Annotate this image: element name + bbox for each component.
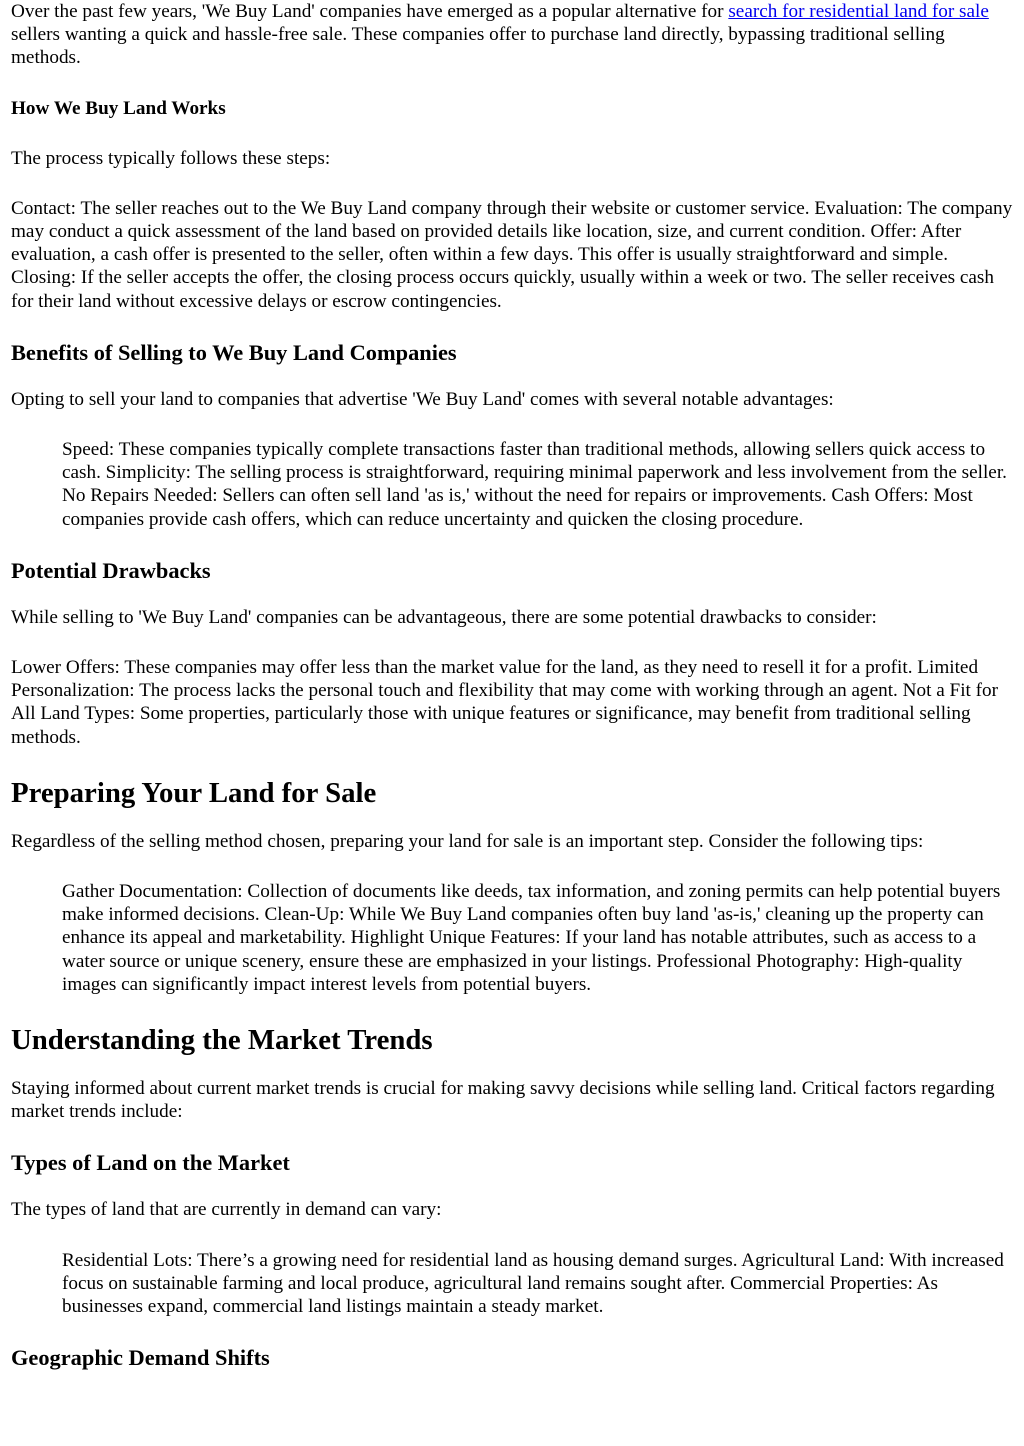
preparing-tips-list: Gather Documentation: Collection of documents like deeds, tax information, and zoning permits can help potential buyers make informed decisions. Clean-Up: While We Buy Land companies often buy land 'as-is,' cleaning up the property can enhance its appeal and marketability. Highlight Unique Features: If your land has notable attributes, such as access to a water source or unique scenery, ensure these are emphasized in your listings. Professional Photography: High-quality images can significantly impact interest levels from potential buyers. bbox=[62, 881, 1001, 995]
benefits-lead: Opting to sell your land to companies that advertise 'We Buy Land' comes with several notable advantages: bbox=[11, 388, 834, 410]
residential-land-link[interactable]: search for residential land for sale bbox=[728, 1, 989, 22]
how-it-works-lead: The process typically follows these steps: bbox=[11, 147, 331, 169]
how-it-works-body: Contact: The seller reaches out to the We Buy Land company through their website or customer service. Evaluation: The company may conduct a quick assessment of the land based on provided details like location, size, and current condition. Offer: After evaluation, a cash offer is presented to the seller, often within a few days. This offer is usually straightforward and simple. Closing: If the seller accepts the offer, the closing process occurs quickly, usually within a week or two. The seller receives cash for their land without excessive delays or escrow contingencies. bbox=[11, 197, 1013, 312]
market-heading: Understanding the Market Trends bbox=[11, 1024, 433, 1057]
land-types-lead: The types of land that are currently in demand can vary: bbox=[11, 1199, 442, 1221]
preparing-lead: Regardless of the selling method chosen, preparing your land for sale is an important step. Consider the following tips: bbox=[11, 830, 924, 852]
market-lead: Staying informed about current market trends is crucial for making savvy decisions while selling land. Critical factors regarding market trends include: bbox=[11, 1078, 995, 1123]
how-it-works-heading: How We Buy Land Works bbox=[11, 97, 226, 119]
geographic-heading: Geographic Demand Shifts bbox=[11, 1345, 270, 1371]
land-types-list: Residential Lots: There’s a growing need for residential land as housing demand surges. Agricultural Land: With increased focus on sustainable farming and local produce, agricultural land remains sought after. Commercial Properties: As businesses expand, commercial land listings maintain a steady market. bbox=[62, 1249, 1004, 1318]
intro-text-after-link: sellers wanting a quick and hassle-free sale. These companies offer to purchase land directly, bypassing traditional selling methods. bbox=[11, 24, 945, 69]
preparing-heading: Preparing Your Land for Sale bbox=[11, 776, 377, 809]
drawbacks-lead: While selling to 'We Buy Land' companies can be advantageous, there are some potential drawbacks to consider: bbox=[11, 606, 877, 628]
benefits-heading: Benefits of Selling to We Buy Land Companies bbox=[11, 339, 457, 365]
drawbacks-body: Lower Offers: These companies may offer less than the market value for the land, as they need to resell it for a profit. Limited Personalization: The process lacks the personal touch and flexibility that may come with working through an agent. Not a Fit for All Land Types: Some properties, particularly those with unique features or significance, may benefit from traditional selling methods. bbox=[11, 657, 999, 748]
intro-paragraph bbox=[11, 0, 1014, 70]
intro-text-before-link: Over the past few years, 'We Buy Land' companies have emerged as a popular alternative for bbox=[11, 1, 729, 22]
land-types-heading: Types of Land on the Market bbox=[11, 1150, 290, 1176]
benefits-list: Speed: These companies typically complete transactions faster than traditional methods, allowing sellers quick access to cash. Simplicity: The selling process is straightforward, requiring minimal paperwork and less involvement from the seller. No Repairs Needed: Sellers can often sell land 'as is,' without the need for repairs or improvements. Cash Offers: Most companies provide cash offers, which can reduce uncertainty and quicken the closing procedure. bbox=[62, 439, 1007, 530]
drawbacks-heading: Potential Drawbacks bbox=[11, 557, 211, 583]
